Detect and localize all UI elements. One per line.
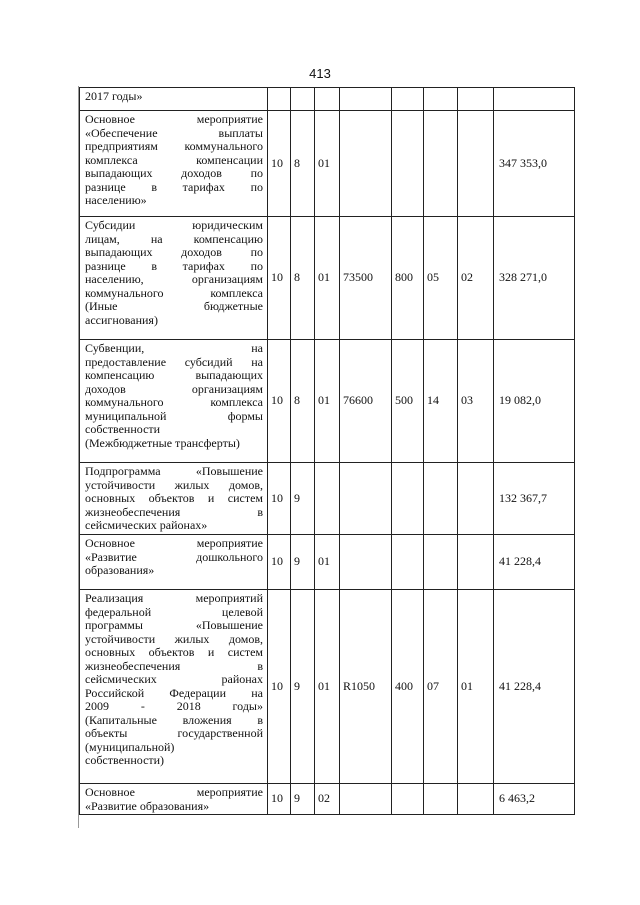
description-line: муниципальной формы — [85, 408, 263, 423]
description-line: «Обеспечение выплаты — [85, 125, 263, 140]
amount-cell: 6 463,2 — [494, 784, 575, 815]
code-program-item — [315, 463, 340, 535]
description-line: устойчивости жилых домов, — [85, 631, 263, 646]
page-number: 413 — [309, 66, 331, 81]
code-expense-type — [392, 88, 424, 111]
code-extra-1: 05 — [424, 217, 458, 340]
description-line: сейсмических районах» — [85, 518, 208, 532]
code-program-item — [315, 88, 340, 111]
description-line: Основное мероприятие — [85, 536, 263, 550]
code-extra-1 — [424, 111, 458, 217]
code-section — [268, 88, 291, 111]
amount-cell: 41 228,4 — [494, 590, 575, 784]
amount-cell — [494, 88, 575, 111]
amount-cell: 19 082,0 — [494, 340, 575, 463]
description-line: (Межбюджетные трансферты) — [85, 435, 240, 450]
budget-table — [79, 87, 575, 815]
description-line: собственности) — [85, 753, 165, 767]
description-line: (Иные бюджетные — [85, 299, 263, 313]
code-program-item: 01 — [315, 535, 340, 590]
table-row — [80, 88, 575, 111]
description-cell — [80, 784, 268, 815]
code-program-item: 02 — [315, 784, 340, 815]
code-expense-type — [392, 535, 424, 590]
code-program-item: 01 — [315, 111, 340, 217]
description-line: населению» — [85, 193, 147, 207]
description-line: собственности — [85, 422, 161, 436]
description-line: коммунального комплекса — [85, 285, 263, 300]
description-line: «Развитие дошкольного — [85, 549, 263, 564]
description-cell — [80, 590, 268, 784]
description-line: устойчивости жилых домов, — [85, 477, 263, 492]
description-cell — [80, 463, 268, 535]
code-subsection: 8 — [291, 111, 315, 217]
code-section: 10 — [268, 535, 291, 590]
description-line: сейсмических районах — [85, 672, 263, 686]
description-line: коммунального комплекса — [85, 395, 263, 409]
code-section: 10 — [268, 784, 291, 815]
code-expense-type: 500 — [392, 340, 424, 463]
description-line: предоставление субсидий на — [85, 354, 263, 369]
description-line: основных объектов и систем — [85, 491, 263, 505]
description-line: разнице в тарифах по — [85, 179, 263, 194]
table-row — [80, 217, 575, 340]
description-line: программы «Повышение — [85, 618, 263, 632]
table-row — [80, 340, 575, 463]
description-line: комплекса компенсации — [85, 152, 263, 167]
code-subsection: 9 — [291, 784, 315, 815]
code-expense-type — [392, 111, 424, 217]
description-line: компенсацию выпадающих — [85, 368, 263, 382]
description-line: основных объектов и систем — [85, 645, 263, 659]
code-target-article: R1050 — [340, 590, 392, 784]
left-margin-rule — [72, 86, 79, 828]
amount-cell: 347 353,0 — [494, 111, 575, 217]
description-line: Субсидии юридическим — [85, 218, 263, 232]
table-row — [80, 590, 575, 784]
code-section: 10 — [268, 111, 291, 217]
code-target-article — [340, 88, 392, 111]
code-extra-1 — [424, 463, 458, 535]
description-line: разнице в тарифах по — [85, 258, 263, 273]
code-extra-2 — [458, 88, 494, 111]
description-line: выпадающих доходов по — [85, 245, 263, 259]
code-extra-1: 14 — [424, 340, 458, 463]
description-line: выпадающих доходов по — [85, 166, 263, 180]
code-target-article: 73500 — [340, 217, 392, 340]
description-line: лицам, на компенсацию — [85, 231, 263, 246]
code-target-article — [340, 111, 392, 217]
code-section: 10 — [268, 217, 291, 340]
code-extra-2 — [458, 463, 494, 535]
description-cell — [80, 340, 268, 463]
code-extra-1 — [424, 535, 458, 590]
code-program-item: 01 — [315, 217, 340, 340]
table-row — [80, 463, 575, 535]
code-extra-1: 07 — [424, 590, 458, 784]
description-line: 2017 годы» — [85, 89, 143, 103]
description-cell — [80, 535, 268, 590]
code-subsection: 8 — [291, 340, 315, 463]
description-cell — [80, 111, 268, 217]
description-line: «Развитие образования» — [85, 798, 210, 813]
code-subsection: 9 — [291, 535, 315, 590]
code-section: 10 — [268, 590, 291, 784]
code-target-article — [340, 535, 392, 590]
table-row — [80, 535, 575, 590]
description-line: Подпрограмма «Повышение — [85, 464, 263, 478]
amount-cell: 41 228,4 — [494, 535, 575, 590]
description-line: жизнеобеспечения в — [85, 658, 263, 673]
code-extra-2 — [458, 535, 494, 590]
code-expense-type: 800 — [392, 217, 424, 340]
description-line: (муниципальной) — [85, 739, 175, 754]
description-line: образования» — [85, 563, 155, 577]
description-line: Основное мероприятие — [85, 785, 263, 799]
description-line: 2009 - 2018 годы» — [85, 699, 263, 713]
description-line: Субвенции, на — [85, 341, 263, 355]
code-target-article — [340, 463, 392, 535]
description-line: Реализация мероприятий — [85, 591, 263, 605]
description-line: Российской Федерации на — [85, 685, 263, 700]
code-extra-2: 02 — [458, 217, 494, 340]
table-body — [80, 88, 575, 815]
code-extra-2: 03 — [458, 340, 494, 463]
table-row — [80, 784, 575, 815]
code-expense-type — [392, 463, 424, 535]
code-extra-1 — [424, 88, 458, 111]
code-subsection — [291, 88, 315, 111]
description-line: (Капитальные вложения в — [85, 712, 263, 727]
description-cell — [80, 88, 268, 111]
code-subsection: 9 — [291, 463, 315, 535]
amount-cell: 132 367,7 — [494, 463, 575, 535]
description-line: объекты государственной — [85, 726, 263, 740]
amount-cell: 328 271,0 — [494, 217, 575, 340]
code-target-article — [340, 784, 392, 815]
code-target-article: 76600 — [340, 340, 392, 463]
code-program-item: 01 — [315, 340, 340, 463]
code-extra-1 — [424, 784, 458, 815]
description-line: федеральной целевой — [85, 604, 263, 619]
description-line: предприятиям коммунального — [85, 139, 263, 153]
code-extra-2: 01 — [458, 590, 494, 784]
table-row — [80, 111, 575, 217]
code-extra-2 — [458, 111, 494, 217]
description-line: ассигнования) — [85, 312, 158, 327]
code-subsection: 9 — [291, 590, 315, 784]
description-line: доходов организациям — [85, 381, 263, 396]
description-line: Основное мероприятие — [85, 112, 263, 126]
description-line: населению, организациям — [85, 272, 263, 286]
code-extra-2 — [458, 784, 494, 815]
code-expense-type: 400 — [392, 590, 424, 784]
code-section: 10 — [268, 463, 291, 535]
code-subsection: 8 — [291, 217, 315, 340]
description-line: жизнеобеспечения в — [85, 504, 263, 519]
code-expense-type — [392, 784, 424, 815]
description-cell — [80, 217, 268, 340]
code-section: 10 — [268, 340, 291, 463]
code-program-item: 01 — [315, 590, 340, 784]
